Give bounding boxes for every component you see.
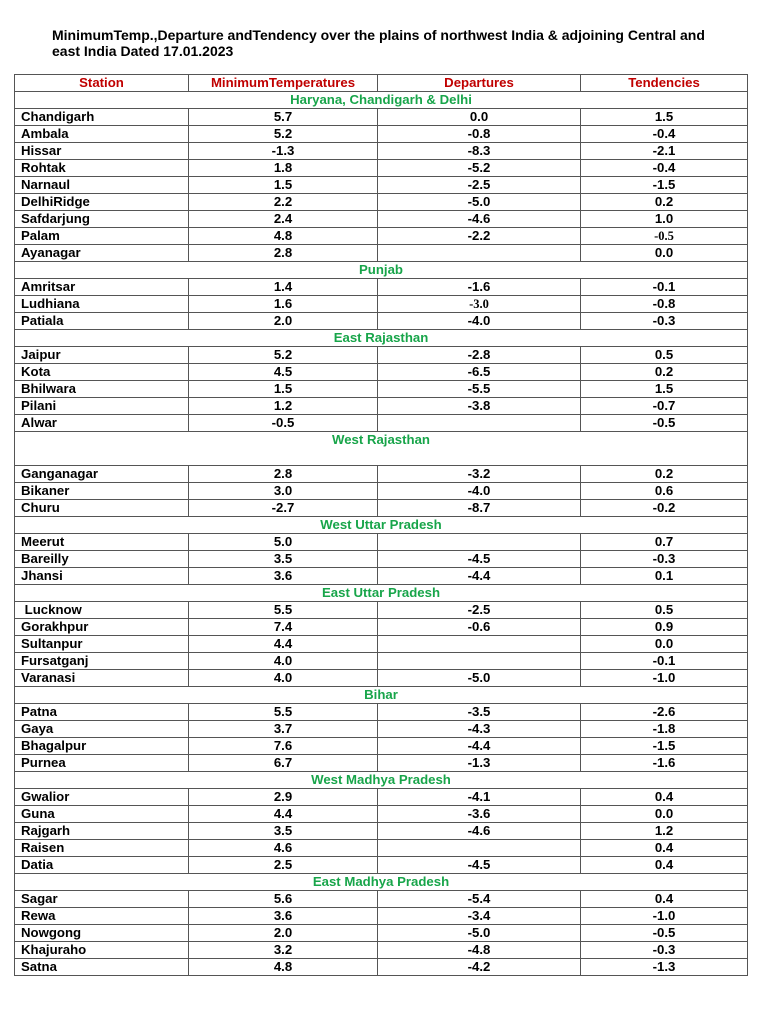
station-cell: Ayanagar	[15, 245, 189, 262]
min-temp-cell: 4.6	[189, 840, 378, 857]
departure-cell: -5.0	[378, 925, 581, 942]
station-cell: Ludhiana	[15, 296, 189, 313]
table-row	[15, 840, 748, 857]
tendency-cell: 0.4	[581, 789, 748, 806]
departure-cell: -5.4	[378, 891, 581, 908]
departure-cell: -2.5	[378, 177, 581, 194]
departure-cell: -8.7	[378, 500, 581, 517]
station-cell: Jhansi	[15, 568, 189, 585]
station-cell: Palam	[15, 228, 189, 245]
station-cell: Patiala	[15, 313, 189, 330]
table-row	[15, 126, 748, 143]
region-name: East Rajasthan	[15, 330, 748, 347]
station-cell: Rohtak	[15, 160, 189, 177]
station-cell: Gwalior	[15, 789, 189, 806]
tendency-cell: 0.4	[581, 840, 748, 857]
table-row	[15, 194, 748, 211]
table-row	[15, 721, 748, 738]
min-temp-cell: 1.8	[189, 160, 378, 177]
region-name: Punjab	[15, 262, 748, 279]
tendency-cell: 0.0	[581, 636, 748, 653]
departure-cell: -5.2	[378, 160, 581, 177]
title-line-2: east India Dated 17.01.2023	[52, 43, 234, 59]
table-row	[15, 857, 748, 874]
departure-cell: -3.6	[378, 806, 581, 823]
station-cell: Fursatganj	[15, 653, 189, 670]
tendency-cell: -1.0	[581, 670, 748, 687]
tendency-cell: 0.2	[581, 194, 748, 211]
table-row	[15, 670, 748, 687]
region-row	[15, 687, 748, 704]
min-temp-cell: 4.4	[189, 806, 378, 823]
departure-cell: 0.0	[378, 109, 581, 126]
table-row	[15, 806, 748, 823]
min-temp-cell: -0.5	[189, 415, 378, 432]
tendency-cell: -0.5	[581, 228, 748, 245]
min-temp-cell: 5.2	[189, 347, 378, 364]
table-row	[15, 568, 748, 585]
tendency-cell: -0.3	[581, 313, 748, 330]
station-cell: Gorakhpur	[15, 619, 189, 636]
table-row	[15, 738, 748, 755]
table-row	[15, 704, 748, 721]
table-row	[15, 160, 748, 177]
region-name: West Uttar Pradesh	[15, 517, 748, 534]
table-row	[15, 313, 748, 330]
departure-cell	[378, 636, 581, 653]
tendency-cell: -1.5	[581, 177, 748, 194]
departure-cell: -0.8	[378, 126, 581, 143]
tendency-cell: 0.2	[581, 364, 748, 381]
tendency-cell: -0.1	[581, 653, 748, 670]
station-cell: Sultanpur	[15, 636, 189, 653]
station-cell: Rajgarh	[15, 823, 189, 840]
station-cell: Safdarjung	[15, 211, 189, 228]
min-temp-cell: 3.5	[189, 551, 378, 568]
region-row	[15, 92, 748, 109]
min-temp-cell: 5.2	[189, 126, 378, 143]
departure-cell	[378, 415, 581, 432]
station-cell: Bhagalpur	[15, 738, 189, 755]
departure-cell: -8.3	[378, 143, 581, 160]
departure-cell: -2.5	[378, 602, 581, 619]
table-row	[15, 500, 748, 517]
station-cell: Varanasi	[15, 670, 189, 687]
table-row	[15, 789, 748, 806]
station-cell: Sagar	[15, 891, 189, 908]
tendency-cell: -0.4	[581, 126, 748, 143]
header-tendencies: Tendencies	[581, 75, 748, 92]
table-row	[15, 381, 748, 398]
table-row	[15, 823, 748, 840]
station-cell: Jaipur	[15, 347, 189, 364]
departure-cell: -3.4	[378, 908, 581, 925]
min-temp-cell: 2.8	[189, 466, 378, 483]
region-name: Bihar	[15, 687, 748, 704]
tendency-cell: -0.5	[581, 415, 748, 432]
table-row	[15, 398, 748, 415]
min-temp-cell: 2.4	[189, 211, 378, 228]
tendency-cell: -2.1	[581, 143, 748, 160]
table-row	[15, 908, 748, 925]
tendency-cell: -0.7	[581, 398, 748, 415]
station-cell: Bareilly	[15, 551, 189, 568]
tendency-cell: -1.8	[581, 721, 748, 738]
tendency-cell: -0.5	[581, 925, 748, 942]
region-row	[15, 330, 748, 347]
tendency-cell: 0.2	[581, 466, 748, 483]
departure-cell: -3.0	[378, 296, 581, 313]
station-cell: Ganganagar	[15, 466, 189, 483]
tendency-cell: -2.6	[581, 704, 748, 721]
tendency-cell: 0.5	[581, 602, 748, 619]
table-body	[15, 92, 748, 976]
min-temp-cell: 7.6	[189, 738, 378, 755]
table-row	[15, 891, 748, 908]
tendency-cell: 0.7	[581, 534, 748, 551]
table-row	[15, 466, 748, 483]
departure-cell: -4.6	[378, 211, 581, 228]
min-temp-cell: 5.7	[189, 109, 378, 126]
station-cell: Gaya	[15, 721, 189, 738]
region-row	[15, 585, 748, 602]
departure-cell: -1.3	[378, 755, 581, 772]
station-cell: Datia	[15, 857, 189, 874]
station-cell: Patna	[15, 704, 189, 721]
min-temp-cell: 3.0	[189, 483, 378, 500]
min-temp-cell: 3.5	[189, 823, 378, 840]
station-cell: Chandigarh	[15, 109, 189, 126]
region-name: West Rajasthan	[15, 432, 748, 466]
header-station: Station	[15, 75, 189, 92]
tendency-cell: 0.4	[581, 857, 748, 874]
tendency-cell: 1.5	[581, 109, 748, 126]
table-row	[15, 755, 748, 772]
min-temp-cell: -1.3	[189, 143, 378, 160]
table-row	[15, 602, 748, 619]
tendency-cell: -0.8	[581, 296, 748, 313]
station-cell: Hissar	[15, 143, 189, 160]
departure-cell: -4.6	[378, 823, 581, 840]
station-cell: Alwar	[15, 415, 189, 432]
station-cell: Kota	[15, 364, 189, 381]
tendency-cell: -1.3	[581, 959, 748, 976]
min-temp-cell: 4.5	[189, 364, 378, 381]
min-temp-cell: 5.5	[189, 602, 378, 619]
departure-cell: -4.1	[378, 789, 581, 806]
departure-cell: -5.5	[378, 381, 581, 398]
tendency-cell: -0.4	[581, 160, 748, 177]
station-cell: Satna	[15, 959, 189, 976]
table-row	[15, 619, 748, 636]
tendency-cell: 0.0	[581, 245, 748, 262]
tendency-cell: 0.4	[581, 891, 748, 908]
min-temp-cell: 3.2	[189, 942, 378, 959]
station-cell: Bhilwara	[15, 381, 189, 398]
table-row	[15, 925, 748, 942]
departure-cell: -0.6	[378, 619, 581, 636]
tendency-cell: -1.0	[581, 908, 748, 925]
station-cell: Ambala	[15, 126, 189, 143]
min-temp-cell: 1.5	[189, 177, 378, 194]
min-temp-cell: 1.2	[189, 398, 378, 415]
departure-cell: -3.2	[378, 466, 581, 483]
departure-cell: -4.4	[378, 568, 581, 585]
departure-cell: -4.2	[378, 959, 581, 976]
min-temp-cell: 3.7	[189, 721, 378, 738]
tendency-cell: -0.3	[581, 551, 748, 568]
min-temp-cell: 4.8	[189, 959, 378, 976]
min-temp-cell: -2.7	[189, 500, 378, 517]
departure-cell	[378, 245, 581, 262]
region-row	[15, 874, 748, 891]
station-cell: Raisen	[15, 840, 189, 857]
table-row	[15, 211, 748, 228]
table-row	[15, 415, 748, 432]
tendency-cell: -0.1	[581, 279, 748, 296]
tendency-cell: -1.5	[581, 738, 748, 755]
departure-cell: -2.8	[378, 347, 581, 364]
min-temp-cell: 3.6	[189, 908, 378, 925]
departure-cell: -4.0	[378, 483, 581, 500]
table-row	[15, 364, 748, 381]
departure-cell	[378, 653, 581, 670]
header-departures: Departures	[378, 75, 581, 92]
departure-cell	[378, 840, 581, 857]
departure-cell: -5.0	[378, 194, 581, 211]
departure-cell: -1.6	[378, 279, 581, 296]
region-row	[15, 432, 748, 466]
title-line-1: MinimumTemp.,Departure andTendency over the plains of northwest India & adjoining Central and	[52, 27, 705, 43]
station-cell: Lucknow	[15, 602, 189, 619]
min-temp-cell: 2.2	[189, 194, 378, 211]
departure-cell: -4.5	[378, 857, 581, 874]
station-cell: Khajuraho	[15, 942, 189, 959]
station-cell: Churu	[15, 500, 189, 517]
table-row	[15, 636, 748, 653]
min-temp-cell: 1.5	[189, 381, 378, 398]
table-row	[15, 347, 748, 364]
table-row	[15, 296, 748, 313]
station-cell: Rewa	[15, 908, 189, 925]
table-row	[15, 228, 748, 245]
departure-cell: -4.4	[378, 738, 581, 755]
tendency-cell: -1.6	[581, 755, 748, 772]
table-row	[15, 109, 748, 126]
departure-cell: -3.8	[378, 398, 581, 415]
region-row	[15, 517, 748, 534]
document-title	[52, 27, 742, 59]
departure-cell: -4.8	[378, 942, 581, 959]
region-name: East Madhya Pradesh	[15, 874, 748, 891]
table-row	[15, 279, 748, 296]
tendency-cell: 1.2	[581, 823, 748, 840]
table-row	[15, 653, 748, 670]
table-row	[15, 551, 748, 568]
min-temp-cell: 2.9	[189, 789, 378, 806]
station-cell: Purnea	[15, 755, 189, 772]
tendency-cell: 0.9	[581, 619, 748, 636]
min-temp-cell: 1.6	[189, 296, 378, 313]
station-cell: Nowgong	[15, 925, 189, 942]
departure-cell: -6.5	[378, 364, 581, 381]
table-row	[15, 959, 748, 976]
table-row	[15, 942, 748, 959]
table-row	[15, 177, 748, 194]
min-temp-cell: 2.5	[189, 857, 378, 874]
departure-cell: -2.2	[378, 228, 581, 245]
tendency-cell: 0.1	[581, 568, 748, 585]
tendency-cell: 0.0	[581, 806, 748, 823]
header-min-temp: MinimumTemperatures	[189, 75, 378, 92]
tendency-cell: -0.2	[581, 500, 748, 517]
min-temp-cell: 1.4	[189, 279, 378, 296]
departure-cell: -3.5	[378, 704, 581, 721]
station-cell: Bikaner	[15, 483, 189, 500]
region-name: West Madhya Pradesh	[15, 772, 748, 789]
departure-cell: -4.5	[378, 551, 581, 568]
table-header-row	[15, 75, 748, 92]
min-temp-cell: 2.8	[189, 245, 378, 262]
temperature-table	[14, 74, 748, 976]
min-temp-cell: 7.4	[189, 619, 378, 636]
min-temp-cell: 5.0	[189, 534, 378, 551]
table-row	[15, 483, 748, 500]
station-cell: Guna	[15, 806, 189, 823]
station-cell: Narnaul	[15, 177, 189, 194]
table-row	[15, 245, 748, 262]
min-temp-cell: 4.0	[189, 653, 378, 670]
min-temp-cell: 4.0	[189, 670, 378, 687]
departure-cell	[378, 534, 581, 551]
min-temp-cell: 5.6	[189, 891, 378, 908]
min-temp-cell: 6.7	[189, 755, 378, 772]
tendency-cell: -0.3	[581, 942, 748, 959]
min-temp-cell: 3.6	[189, 568, 378, 585]
departure-cell: -4.0	[378, 313, 581, 330]
region-row	[15, 262, 748, 279]
min-temp-cell: 4.4	[189, 636, 378, 653]
tendency-cell: 0.6	[581, 483, 748, 500]
station-cell: DelhiRidge	[15, 194, 189, 211]
region-name: East Uttar Pradesh	[15, 585, 748, 602]
region-row	[15, 772, 748, 789]
tendency-cell: 0.5	[581, 347, 748, 364]
departure-cell: -5.0	[378, 670, 581, 687]
tendency-cell: 1.0	[581, 211, 748, 228]
min-temp-cell: 2.0	[189, 313, 378, 330]
station-cell: Meerut	[15, 534, 189, 551]
min-temp-cell: 4.8	[189, 228, 378, 245]
station-cell: Pilani	[15, 398, 189, 415]
min-temp-cell: 2.0	[189, 925, 378, 942]
min-temp-cell: 5.5	[189, 704, 378, 721]
station-cell: Amritsar	[15, 279, 189, 296]
departure-cell: -4.3	[378, 721, 581, 738]
table-row	[15, 143, 748, 160]
region-name: Haryana, Chandigarh & Delhi	[15, 92, 748, 109]
table-row	[15, 534, 748, 551]
tendency-cell: 1.5	[581, 381, 748, 398]
